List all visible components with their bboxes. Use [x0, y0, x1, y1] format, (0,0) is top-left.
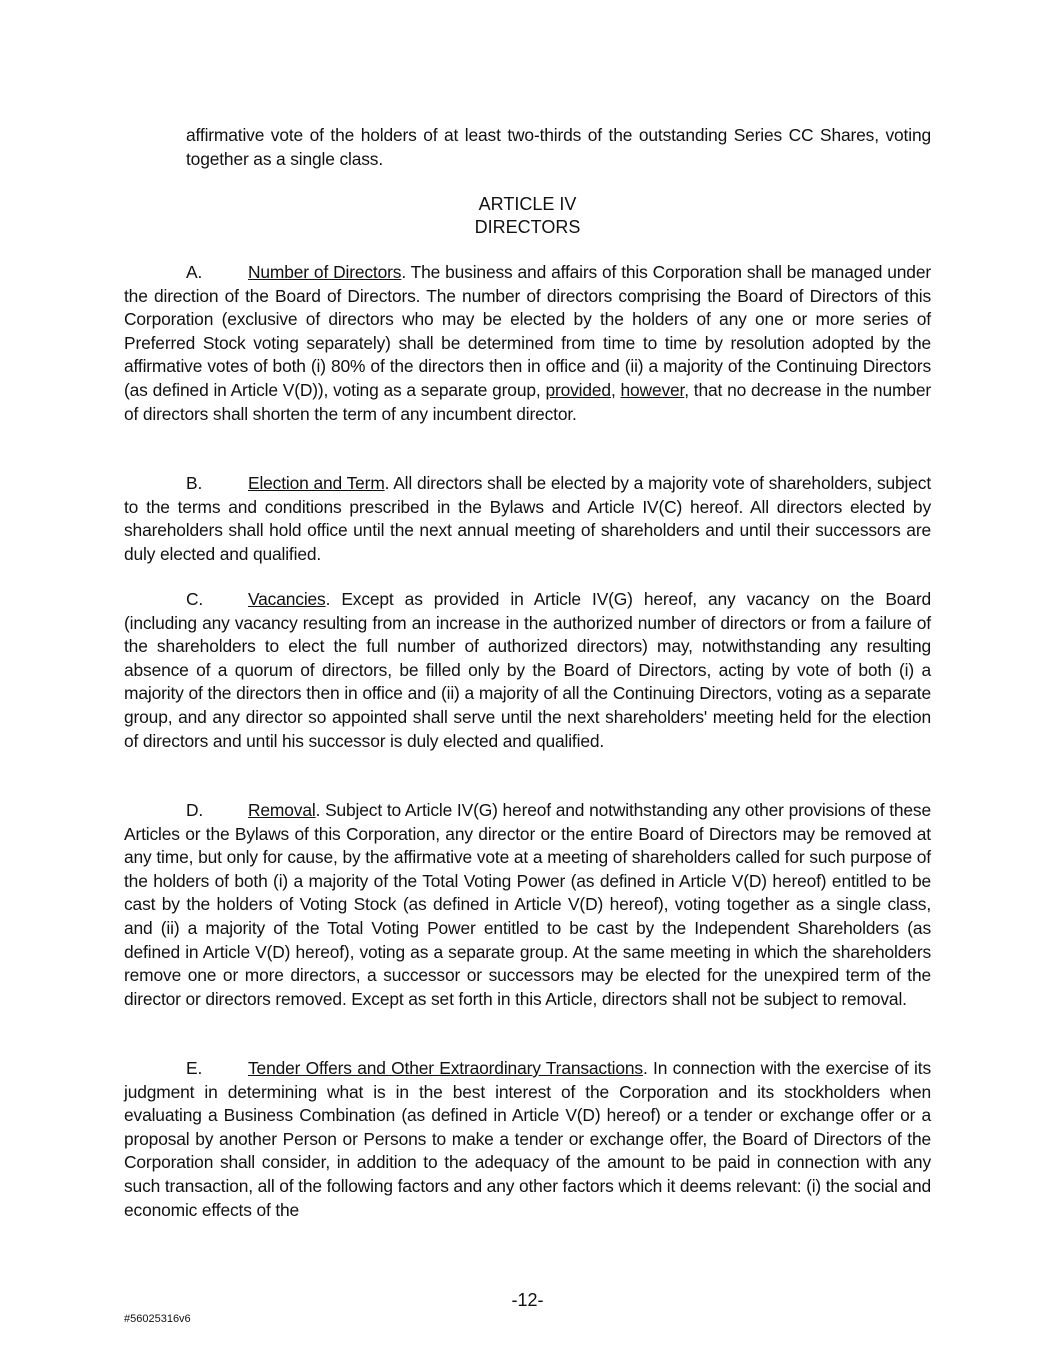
section-text-end: , that no decrease in the number of directors shall shorten the term of any incumbent director.	[124, 379, 931, 424]
section-title: Vacancies	[248, 589, 326, 609]
section-title: Number of Directors	[248, 262, 402, 282]
provided-term: provided	[545, 379, 611, 400]
section-a	[124, 261, 931, 426]
article-number: ARTICLE IV	[478, 194, 577, 214]
article-title: DIRECTORS	[474, 217, 581, 237]
section-letter: C.	[186, 589, 204, 609]
section-letter: D.	[186, 800, 204, 820]
page-number: -12-	[511, 1290, 544, 1310]
section-title: Tender Offers and Other Extraordinary Transactions	[248, 1058, 643, 1078]
section-b	[124, 472, 931, 566]
intro-paragraph: affirmative vote of the holders of at least two-thirds of the outstanding Series CC Shares, voting together as a single class.	[186, 125, 931, 169]
section-letter: E.	[186, 1058, 203, 1078]
section-title: Removal	[248, 800, 316, 820]
section-letter: A.	[186, 262, 203, 282]
comma-text: ,	[610, 379, 621, 400]
section-d	[124, 799, 931, 1011]
section-text: . Subject to Article IV(G) hereof and notwithstanding any other provisions of these Articles or the Bylaws of this Corporation, any director or the entire Board of Directors may be removed at any time, but only for cause, by the affirmative vote at a meeting of shareholders called for such purpose of the holders of both (i) a majority of the Total Voting Power (as defined in Article V(D) hereof) entitled to be cast by the holders of Voting Stock (as defined in Article V(D) hereof), voting together as a single class, and (ii) a majority of the Total Voting Power entitled to be cast by the Independent Shareholders (as defined in Article V(D) hereof), voting as a separate group. At the same meeting in which the shareholders remove one or more directors, a successor or successors may be elected for the unexpired term of the director or directors removed. Except as set forth in this Article, directors shall not be subject to removal.	[124, 800, 931, 1009]
section-text: . In connection with the exercise of its judgment in determining what is in the best interest of the Corporation and its stockholders when evaluating a Business Combination (as defined in Article V(D) hereof) or a tender or exchange offer or a proposal by another Person or Persons to make a tender or exchange offer, the Board of Directors of the Corporation shall consider, in addition to the adequacy of the amount to be paid in connection with any such transaction, all of the following factors and any other factors which it deems relevant: (i) the social and economic effects of the	[124, 1058, 931, 1220]
however-term: however	[620, 379, 685, 400]
section-text: . The business and affairs of this Corporation shall be managed under the direction of the Board of Directors. The number of directors comprising the Board of Directors of this Corporation (exclusive of directors who may be elected by the holders of any one or more series of Preferred Stock voting separately) shall be determined from time to time by resolution adopted by the affirmative votes of both (i) 80% of the directors then in office and (ii) a majority of the Continuing Directors (as defined in Article V(D)), voting as a separate group,	[124, 262, 931, 400]
section-c	[124, 588, 931, 753]
section-title: Election and Term	[248, 473, 385, 493]
section-text: . All directors shall be elected by a majority vote of shareholders, subject to the terms and conditions prescribed in the Bylaws and Article IV(C) hereof. All directors elected by shareholders shall hold office until the next annual meeting of shareholders and until their successors are duly elected and qualified.	[124, 473, 931, 564]
document-id: #56025316v6	[124, 1313, 191, 1325]
section-e	[124, 1057, 931, 1222]
section-text: . Except as provided in Article IV(G) hereof, any vacancy on the Board (including any vacancy resulting from an increase in the authorized number of directors or from a failure of the shareholders to elect the full number of authorized directors) may, notwithstanding any resulting absence of a quorum of directors, be filled only by the Board of Directors, acting by vote of both (i) a majority of the directors then in office and (ii) a majority of all the Continuing Directors, voting as a separate group, and any director so appointed shall serve until the next shareholders' meeting held for the election of directors and until his successor is duly elected and qualified.	[124, 589, 931, 751]
section-letter: B.	[186, 473, 203, 493]
